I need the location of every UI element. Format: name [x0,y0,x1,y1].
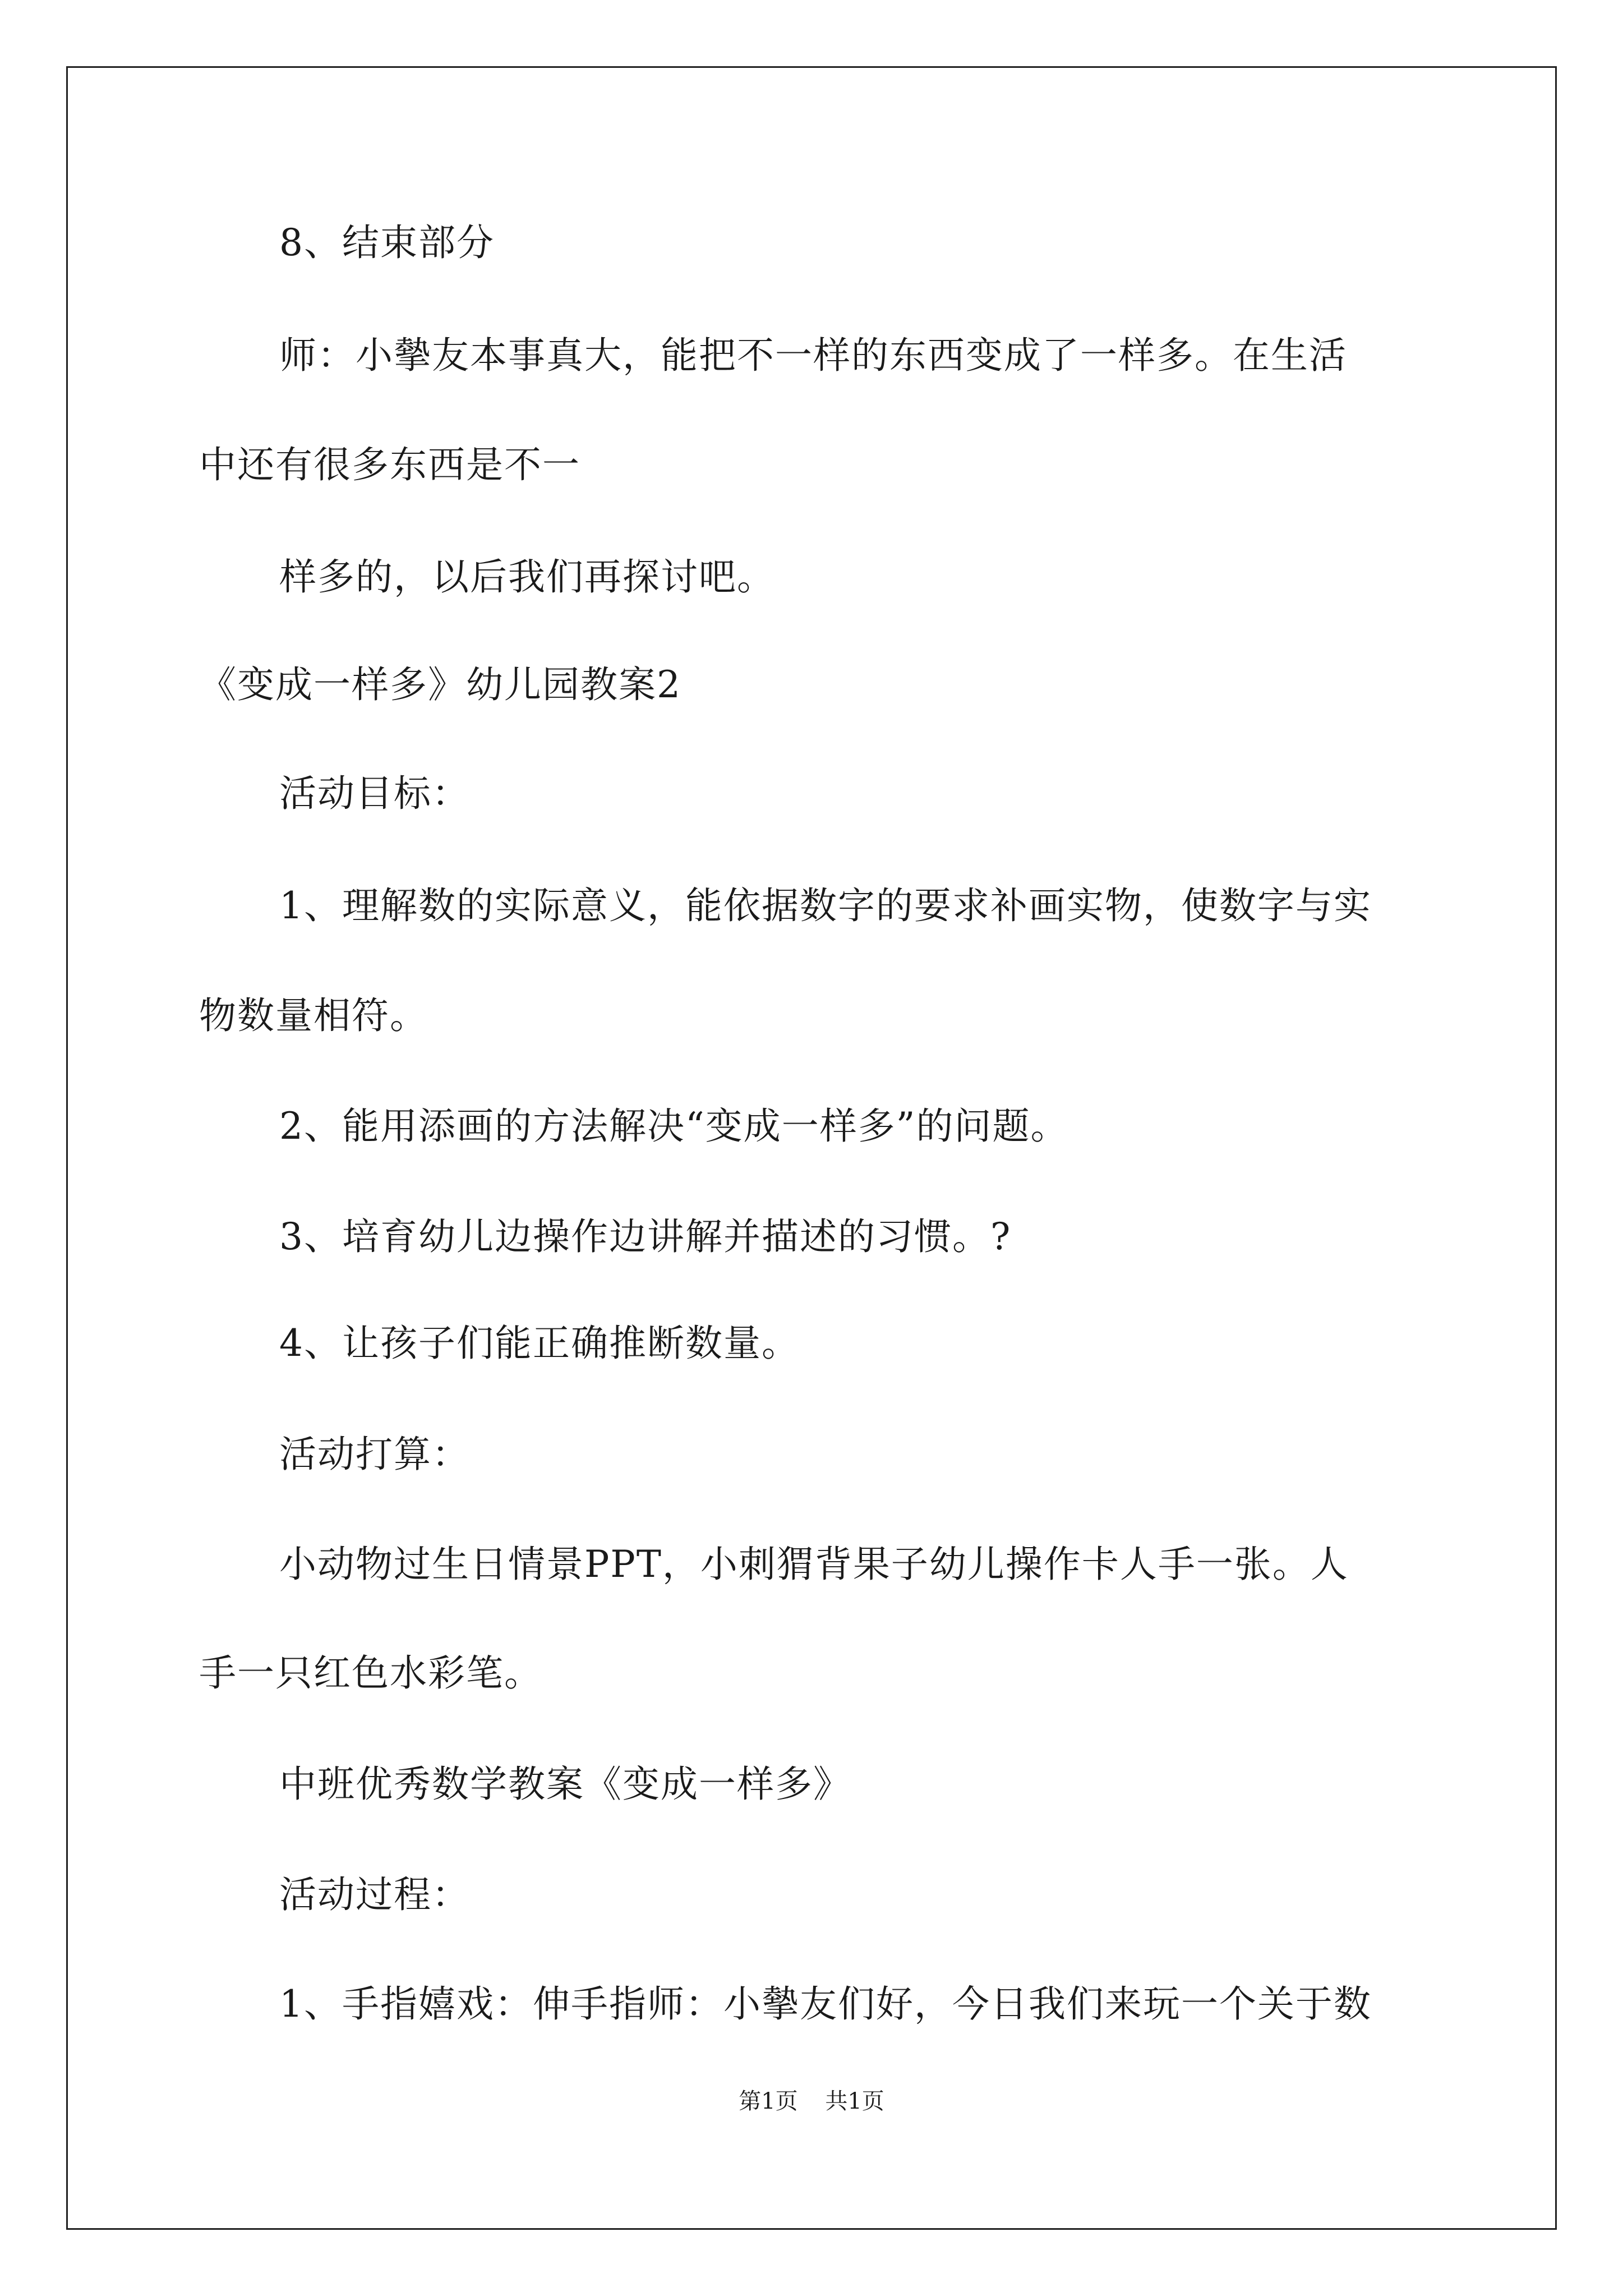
text-line: 8、结束部分 [279,221,495,264]
section-heading: 《变成一样多》幼儿园教案2 [199,663,681,706]
text-line: 样多的，以后我们再探讨吧。 [279,555,775,599]
text-line: 活动过程： [279,1873,470,1916]
page-number: 第1页 [739,2088,798,2114]
text-line: 活动打算： [279,1433,470,1476]
text-line: 师：小摰友本事真大，能把不一样的东西变成了一样多。在生活 [279,334,1347,377]
text-line: 中班优秀数学教案《变成一样多》 [279,1763,851,1806]
text-line: 4、让孩子们能正确推断数量。 [279,1322,800,1365]
text-line: 手一只红色水彩笔。 [199,1651,542,1695]
page-total: 共1页 [825,2088,884,2114]
text-line: 中还有很多东西是不一 [199,443,580,486]
page-footer [0,2088,1623,2115]
text-line: 物数量相符。 [199,994,428,1037]
text-line: 3、培育幼儿边操作边讲解并描述的习惯。? [279,1215,1012,1258]
text-line: 1、理解数的实际意义，能依据数字的要求补画实物，使数字与实 [279,884,1372,927]
text-line: 2、能用添画的方法解决“变成一样多”的问题。 [279,1105,1069,1148]
text-line: 1、手指嬉戏：伸手指师：小摰友们好，今日我们来玩一个关于数 [279,1982,1372,2026]
text-line: 活动目标： [279,772,470,815]
text-line: 小动物过生日情景PPT，小刺猬背果子幼儿操作卡人手一张。人 [279,1543,1349,1586]
